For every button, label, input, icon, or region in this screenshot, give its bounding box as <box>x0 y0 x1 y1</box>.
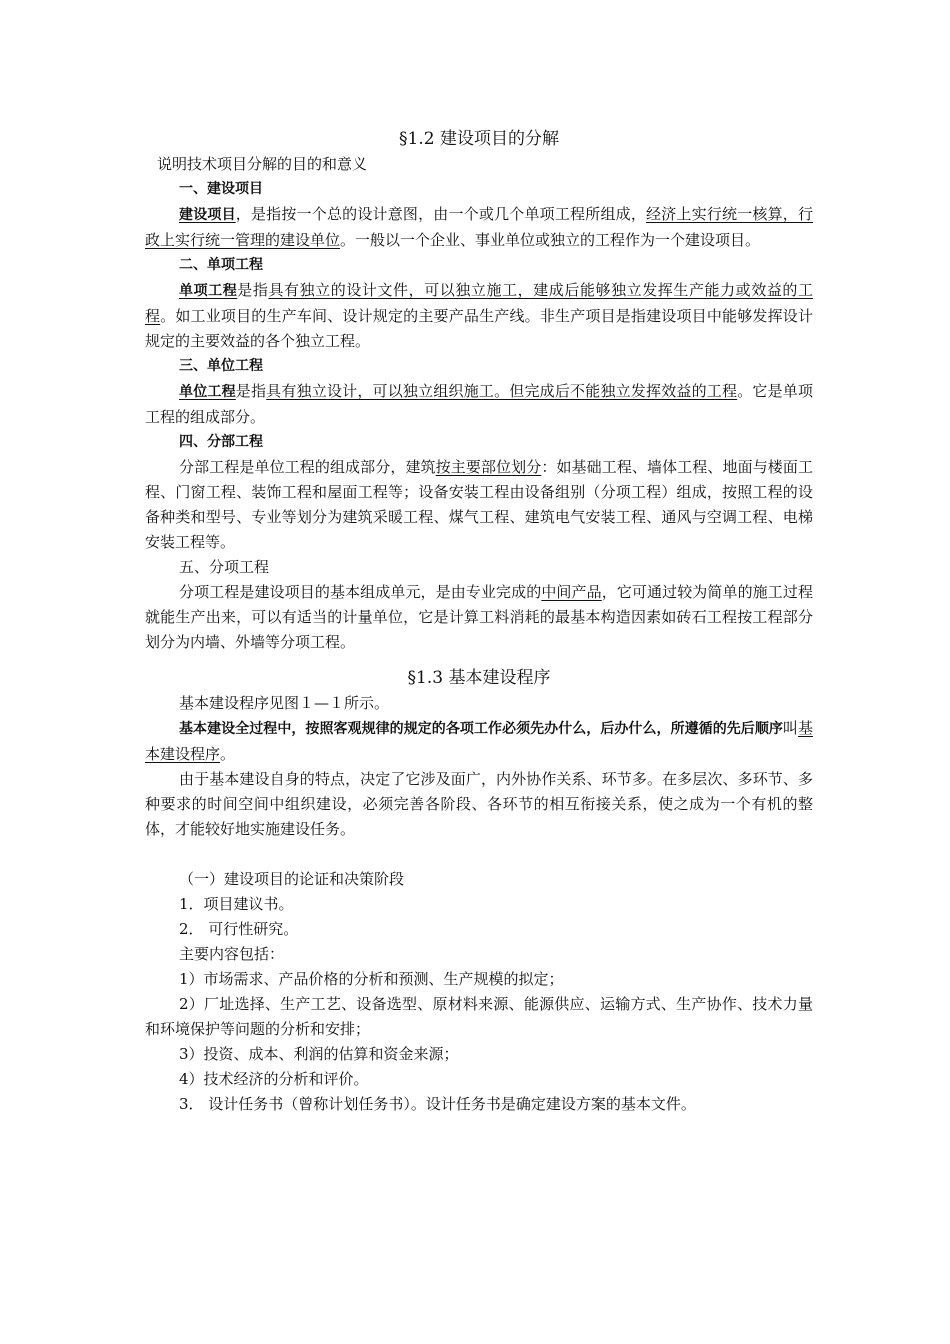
content-item-4: 4）技术经济的分析和评价。 <box>179 1070 369 1088</box>
term-unit-project: 单位工程 <box>179 384 236 400</box>
text: ，它可通过较为简单的施工过程就能生产出来，可以有适当的计量单位，它是计算工料消耗的最基本构造因素如砖石工程按工程部分划分为内墙、外墙等分项工程。 <box>145 583 813 651</box>
section-intro: 说明技术项目分解的目的和意义 <box>157 155 368 173</box>
paragraph-subitem-project <box>145 580 813 655</box>
spacer <box>145 842 813 867</box>
paragraph-construction-project <box>145 202 813 253</box>
list-item-1: 1．项目建议书。 <box>179 895 294 913</box>
section-1-2-title: §1.2 建设项目的分解 <box>399 129 559 149</box>
heading-single-project: 二、单项工程 <box>179 257 263 273</box>
underlined-text: 具有独立设计，可以独立组织施工。但完成后不能独立发挥效益的工程 <box>266 382 738 400</box>
term-basic-procedure: 基本建设程序 <box>145 719 813 763</box>
term-single-project: 单项工程 <box>179 283 238 299</box>
underlined-text: 按主要部位划分 <box>435 458 542 476</box>
list-item-3: 3． 设计任务书（曾称计划任务书）。设计任务书是确定建设方案的基本文件。 <box>179 1095 696 1113</box>
text: 是指 <box>235 382 267 400</box>
heading-division-project: 四、分部工程 <box>179 434 263 450</box>
document-body <box>145 126 813 1117</box>
content-item-2: 2）厂址选择、生产工艺、设备选型、原材料来源、能源供应、运输方式、生产协作、技术力量和环境保护等问题的分析和安排； <box>145 995 813 1038</box>
text: 叫 <box>782 719 798 737</box>
heading-construction-project: 一、建设项目 <box>179 181 263 197</box>
text: 分部工程是单位工程的组成部分，建筑 <box>179 458 436 476</box>
underlined-text: 具有独立的设计文件，可以独立施工，建成后能够独立发挥生产能力或效益的工程 <box>145 281 813 325</box>
underlined-text: 经济上实行统一核算，行政上实行统一管理的建设单位 <box>145 205 813 249</box>
text: 是指 <box>237 281 269 299</box>
underlined-text: 中间产品 <box>541 583 602 601</box>
paragraph-procedure-figure: 基本建设程序见图１—１所示。 <box>179 694 390 712</box>
text: 。如工业项目的生产车间、设计规定的主要产品生产线。非生产项目是指建设项目中能够发挥设计规定的主要效益的各个独立工程。 <box>145 307 813 350</box>
text: ：如基础工程、墙体工程、地面与楼面工程、门窗工程、装饰工程和屋面工程等；设备安装工程由设备组别（分项工程）组成，按照工程的设备种类和型号、专业等划分为建筑采暖工程、煤气工程、建筑电气安装工程、通风与空调工程、电梯安装工程等。 <box>145 458 813 551</box>
paragraph-unit-project <box>145 379 813 430</box>
heading-subitem-project: 五、分项工程 <box>179 558 270 576</box>
text: 。 <box>220 745 236 763</box>
bold-definition: 基本建设全过程中，按照客观规律的规定的各项工作必须先办什么，后办什么，所遵循的先后顺序 <box>179 721 783 737</box>
section-1-3-title: §1.3 基本建设程序 <box>407 668 551 688</box>
spacer <box>145 655 813 665</box>
text: 。它是单项工程的组成部分。 <box>145 382 813 426</box>
heading-unit-project: 三、单位工程 <box>179 358 263 374</box>
paragraph-division-project <box>145 455 813 555</box>
stage-1-heading: （一）建设项目的论证和决策阶段 <box>179 870 405 888</box>
text: 。一般以一个企业、事业单位或独立的工程作为一个建设项目。 <box>340 231 761 249</box>
text: ，是指按一个总的设计意图，由一个或几个单项工程所组成， <box>235 205 647 223</box>
text: 分项工程是建设项目的基本组成单元，是由专业完成的 <box>179 583 542 601</box>
content-item-1: 1）市场需求、产品价格的分析和预测、生产规模的拟定； <box>179 970 564 988</box>
paragraph-procedure-features: 由于基本建设自身的特点，决定了它涉及面广，内外协作关系、环节多。在多层次、多环节、多种要求的时间空间中组织建设，必须完善各阶段、各环节的相互衔接关系，使之成为一个有机的整体，才能较好地实施建设任务。 <box>145 770 813 838</box>
paragraph-procedure-definition <box>145 716 813 767</box>
term-construction-project: 建设项目 <box>179 207 236 223</box>
main-content-label: 主要内容包括： <box>179 945 285 963</box>
paragraph-single-project <box>145 278 813 354</box>
content-item-3: 3）投资、成本、利润的估算和资金来源； <box>179 1045 459 1063</box>
list-item-2: 2． 可行性研究。 <box>179 920 299 938</box>
